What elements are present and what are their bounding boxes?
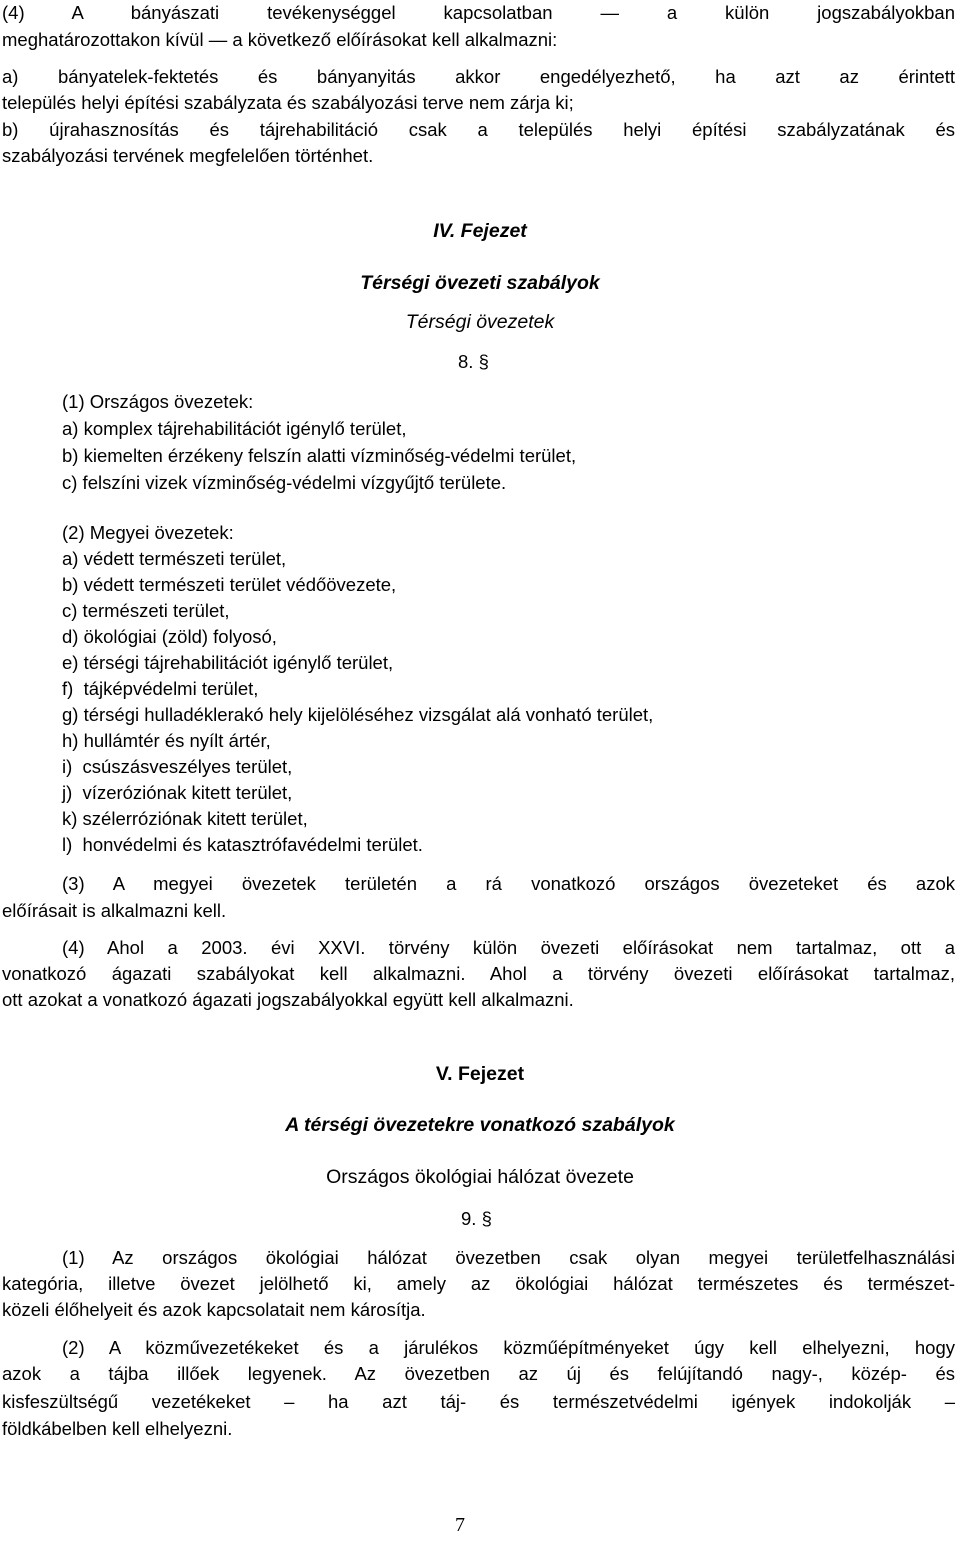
sec8-para1-item: a) komplex tájrehabilitációt igénylő terület, (62, 418, 407, 439)
sec8-para2-item: k) szélerróziónak kitett terület, (62, 808, 308, 829)
sec8-para2-item: h) hullámtér és nyílt ártér, (62, 730, 271, 751)
chapter-4-number: IV. Fejezet (433, 220, 527, 242)
sec8-para2-item: e) térségi tájrehabilitációt igénylő terület, (62, 652, 394, 673)
sec9-para1-line2: kategória, illetve övezet jelölhető ki, amely az ökológiai hálózat természetes és természet- (2, 1273, 955, 1294)
chapter-4-subtitle: Térségi övezetek (405, 311, 555, 333)
sec8-para4-line3: ott azokat a vonatkozó ágazati jogszabályokkal együtt kell alkalmazni. (2, 989, 574, 1010)
sec8-para2-item: l) honvédelmi és katasztrófavédelmi terület. (62, 834, 423, 855)
sec8-para3-line1: (3) A megyei övezetek területén a rá vonatkozó országos övezeteket és azok (62, 873, 955, 894)
para4-item-a-line2: település helyi építési szabályzata és szabályozási terve nem zárja ki; (2, 92, 574, 113)
sec8-para2-item: j) vízeróziónak kitett terület, (62, 782, 293, 803)
para4-item-b-line1: b) újrahasznosítás és tájrehabilitáció csak a település helyi építési szabályzatának és (2, 119, 955, 140)
sec8-para2-item: d) ökológiai (zöld) folyosó, (62, 626, 277, 647)
sec9-para2-line4: földkábelben kell elhelyezni. (2, 1418, 233, 1439)
sec8-para4-line1: (4) Ahol a 2003. évi XXVI. törvény külön övezeti előírásokat nem tartalmaz, ott a (62, 937, 955, 958)
section-9-number: 9. § (461, 1208, 492, 1229)
sec8-para1-item: b) kiemelten érzékeny felszín alatti vízminőség-védelmi terület, (62, 445, 577, 466)
sec9-para2-line1: (2) A közművezetékeket és a járulékos közműépítményeket úgy kell elhelyezni, hogy (62, 1337, 955, 1358)
sec8-para4-line2: vonatkozó ágazati szabályokat kell alkalmazni. Ahol a törvény övezeti előírásokat tartalmaz, (2, 963, 955, 984)
chapter-5-title: A térségi övezetekre vonatkozó szabályok (285, 1114, 675, 1136)
sec9-para1-line1: (1) Az országos ökológiai hálózat övezetben csak olyan megyei területfelhasználási (62, 1247, 955, 1268)
sec8-para2-item: f) tájképvédelmi terület, (62, 678, 259, 699)
page-number: 7 (455, 1514, 465, 1536)
section-8-number: 8. § (458, 351, 489, 372)
para4-line1: (4) A bányászati tevékenységgel kapcsolatban — a külön jogszabályokban (2, 2, 955, 23)
sec8-para1-item: c) felszíni vizek vízminőség-védelmi vízgyűjtő területe. (62, 472, 507, 493)
para4-line2: meghatározottakon kívül — a következő előírásokat kell alkalmazni: (2, 29, 558, 50)
sec8-para3-line2: előírásait is alkalmazni kell. (2, 900, 227, 921)
para4-item-b-line2: szabályozási tervének megfelelően történhet. (2, 145, 374, 166)
sec8-para2-item: b) védett természeti terület védőövezete, (62, 574, 397, 595)
sec8-para2-item: c) természeti terület, (62, 600, 230, 621)
para4-item-a-line1: a) bányatelek-fektetés és bányanyitás akkor engedélyezhető, ha azt az érintett (2, 66, 955, 87)
sec8-para2-item: i) csúszásveszélyes terület, (62, 756, 293, 777)
chapter-5-number: V. Fejezet (435, 1063, 525, 1085)
sec9-para2-line2: azok a tájba illőek legyenek. Az övezetben az új és felújítandó nagy-, közép- és (2, 1363, 955, 1384)
sec8-para1-head: (1) Országos övezetek: (62, 391, 254, 412)
sec8-para2-item: a) védett természeti terület, (62, 548, 287, 569)
chapter-5-subtitle: Országos ökológiai hálózat övezete (326, 1166, 634, 1188)
sec8-para2-item: g) térségi hulladéklerakó hely kijelöléséhez vizsgálat alá vonható terület, (62, 704, 654, 725)
chapter-4-title: Térségi övezeti szabályok (360, 272, 600, 294)
sec9-para1-line3: közeli élőhelyeit és azok kapcsolatait nem károsítja. (2, 1299, 426, 1320)
sec9-para2-line3: kisfeszültségű vezetékeket – ha azt táj- és természetvédelmi igények indokolják – (2, 1391, 955, 1412)
sec8-para2-head: (2) Megyei övezetek: (62, 522, 234, 543)
